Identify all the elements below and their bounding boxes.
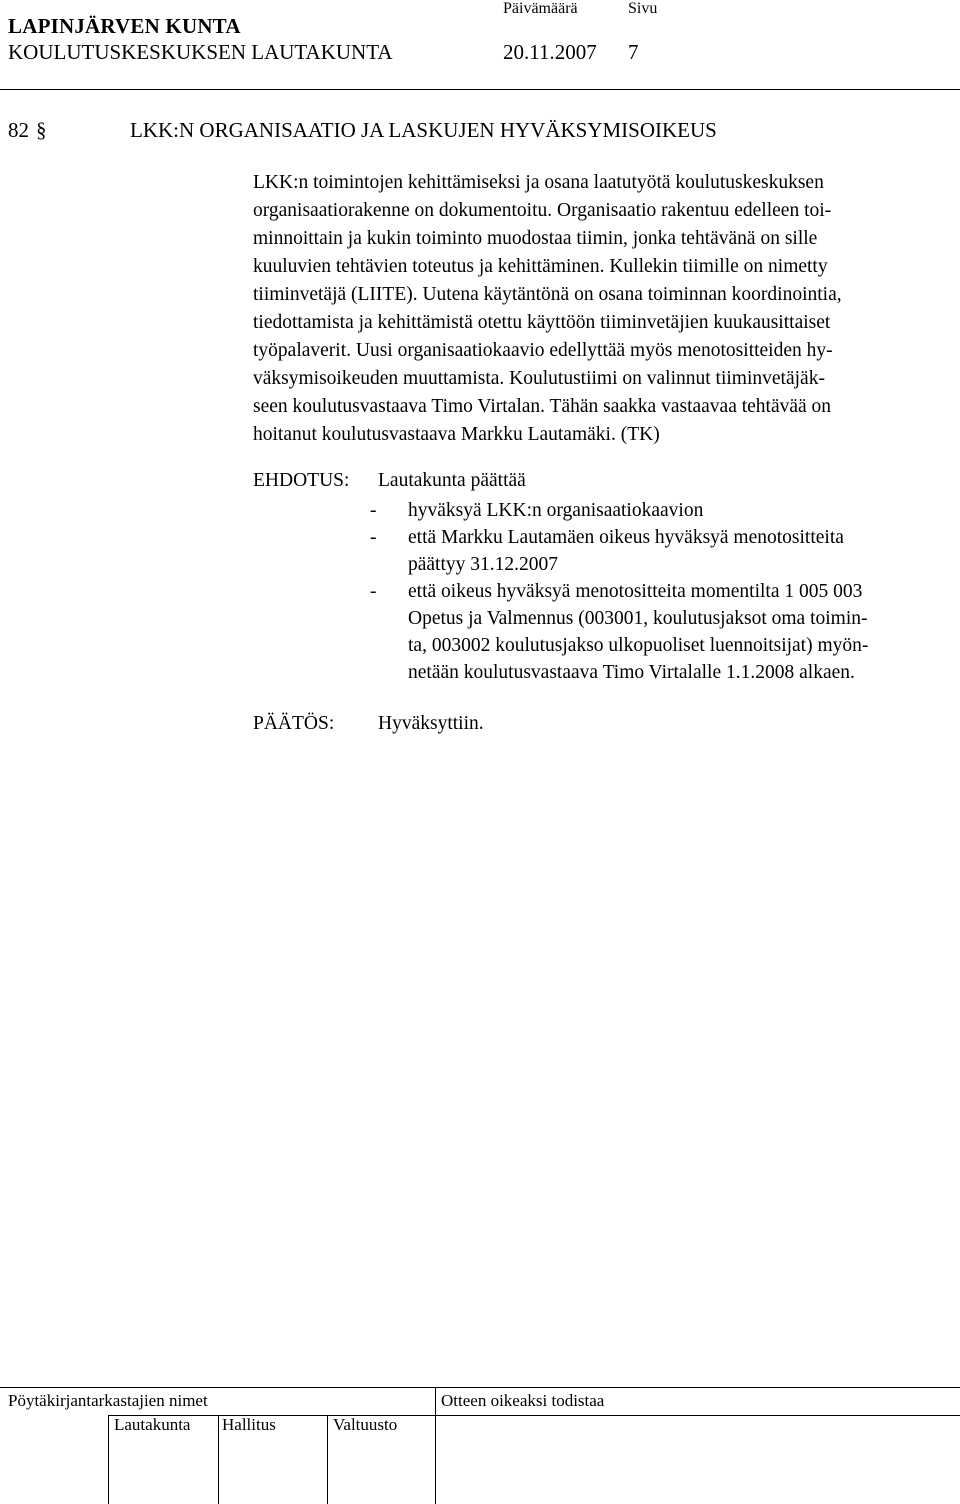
body-line: organisaatiorakenne on dokumentoitu. Organisaatio rakentuu edelleen toi- — [253, 200, 832, 221]
proposal-item-line: että Markku Lautamäen oikeus hyväksyä menotositteita — [408, 527, 844, 548]
date-label: Päivämäärä — [503, 0, 578, 17]
proposal-label: EHDOTUS: — [253, 470, 350, 491]
proposal-intro: Lautakunta päättää — [378, 470, 526, 491]
body-line: minnoittain ja kukin toiminto muodostaa tiimin, jonka tehtävänä on sille — [253, 228, 818, 249]
proposal-item-line: hyväksyä LKK:n organisaatiokaavion — [408, 500, 704, 521]
footer-cell-divider — [327, 1415, 328, 1504]
proposal-item-line: että oikeus hyväksyä menotositteita momentilta 1 005 003 — [408, 581, 863, 602]
footer-cell-divider — [218, 1415, 219, 1504]
body-line: tiiminvetäjä (LIITE). Uutena käytäntönä on osana toiminnan koordinointia, — [253, 284, 842, 305]
section-title: LKK:N ORGANISAATIO JA LASKUJEN HYVÄKSYMISOIKEUS — [130, 118, 717, 142]
page-number: 7 — [628, 40, 639, 64]
proposal-item — [370, 497, 960, 524]
body-line: työpalaverit. Uusi organisaatiokaavio edellyttää myös menotositteiden hy- — [253, 340, 833, 361]
footer-inner-rule — [435, 1415, 960, 1416]
list-dash: - — [370, 581, 377, 602]
certified-title: Otteen oikeaksi todistaa — [441, 1391, 605, 1410]
body-paragraph — [253, 169, 943, 449]
proposal-item-line: päättyy 31.12.2007 — [408, 554, 559, 575]
decision-label: PÄÄTÖS: — [253, 713, 335, 734]
footer-divider — [435, 1387, 436, 1504]
footer-top-rule — [0, 1387, 960, 1388]
footer-box — [0, 1387, 960, 1504]
body-line: seen koulutusvastaava Timo Virtalan. Tähän saakka vastaavaa tehtävää on — [253, 396, 832, 417]
section-number: 82 — [8, 118, 29, 142]
proposal-item — [370, 578, 960, 686]
organization-name: LAPINJÄRVEN KUNTA — [8, 14, 241, 38]
body-line: tiedottamista ja kehittämistä otettu käyttöön tiiminvetäjien kuukausittaiset — [253, 312, 831, 333]
list-dash: - — [370, 527, 377, 548]
proposal-item — [370, 524, 960, 578]
section-symbol: § — [36, 118, 47, 142]
header-divider — [0, 89, 960, 90]
body-line: väksymisoikeuden muuttamista. Koulutustiimi on valinnut tiiminvetäjäk- — [253, 368, 825, 389]
body-line: kuuluvien tehtävien toteutus ja kehittäminen. Kullekin tiimille on nimetty — [253, 256, 828, 277]
proposal-item-line: Opetus ja Valmennus (003001, koulutusjaksot oma toimin- — [408, 608, 868, 629]
list-dash: - — [370, 500, 377, 521]
proposal-item-line: netään koulutusvastaava Timo Virtalalle 1.1.2008 alkaen. — [408, 662, 855, 683]
body-line: LKK:n toimintojen kehittämiseksi ja osana laatutyötä koulutuskeskuksen — [253, 172, 824, 193]
footer-body-valtuusto: Valtuusto — [333, 1415, 398, 1434]
reviewers-title: Pöytäkirjantarkastajien nimet — [8, 1391, 208, 1410]
footer-cell-divider — [108, 1415, 109, 1504]
committee-name: KOULUTUSKESKUKSEN LAUTAKUNTA — [8, 40, 393, 64]
document-date: 20.11.2007 — [503, 40, 597, 64]
page-label: Sivu — [628, 0, 658, 17]
proposal-item-line: ta, 003002 koulutusjakso ulkopuoliset luennoitsijat) myön- — [408, 635, 869, 656]
decision-text: Hyväksyttiin. — [378, 713, 484, 734]
footer-body-lautakunta: Lautakunta — [114, 1415, 191, 1434]
proposal-list — [370, 497, 960, 686]
footer-body-hallitus: Hallitus — [222, 1415, 276, 1434]
body-line: hoitanut koulutusvastaava Markku Lautamäki. (TK) — [253, 424, 660, 445]
